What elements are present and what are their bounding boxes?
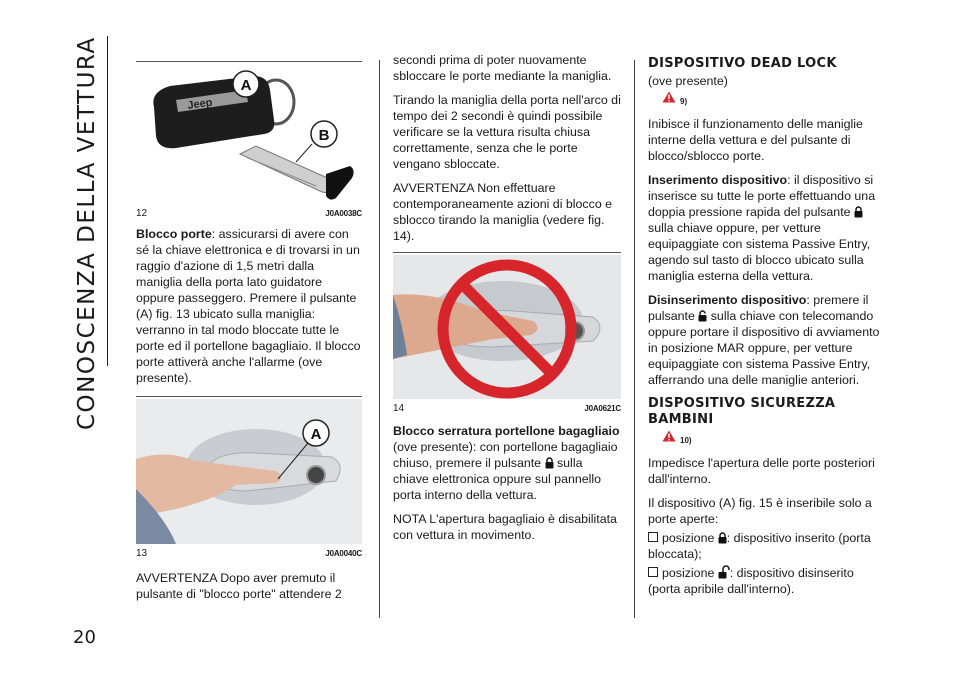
insert-device-text-a: : il dispositivo si inserisce su tutte le porte effettuando una doppia pressione rapida del pulsante: [648, 173, 876, 219]
lock-icon: [854, 206, 863, 218]
paragraph-warning-no-simultaneous: AVVERTENZA Non effettuare contemporaneamente azioni di blocco e sblocco tirando la maniglia (vedere fig. 14).: [393, 181, 613, 243]
label-b-marker: B: [318, 127, 330, 144]
insert-device-heading: Inserimento dispositivo: [648, 173, 788, 187]
prohibited-action-illustration: [393, 255, 621, 399]
figure-14-code: J0A0621C: [584, 404, 621, 413]
door-handle-press-illustration: [136, 399, 362, 544]
paragraph-dead-lock-desc: Inibisce il funzionamento delle maniglie interne della vettura e del pulsante di blocco/sblocco porte.: [648, 117, 863, 163]
key-brand-text: Jeep: [186, 96, 214, 112]
figure-12-number: 12: [136, 208, 148, 219]
lock-icon: [545, 457, 554, 469]
dead-lock-subtitle: (ove presente): [648, 74, 728, 88]
paragraph-pull-handle: Tirando la maniglia della porta nell'arco di tempo dei 2 secondi è quindi possibile verificare se la vettura risulta chiusa correttamente, senza che le porte vengano sbloccate.: [393, 93, 621, 171]
warning-number-10: 10): [680, 436, 692, 445]
bullet-square-icon: [648, 532, 658, 542]
figure-14-caption: [393, 403, 621, 415]
figure-13-handle-image: [136, 399, 362, 544]
column-2: [393, 52, 621, 551]
paragraph-insert-device: [648, 172, 880, 284]
paragraph-warning-lock: AVVERTENZA Dopo aver premuto il pulsante di "blocco porte" attendere 2: [136, 571, 342, 601]
label-a-marker: A: [240, 77, 252, 94]
warning-triangle-icon: [662, 430, 676, 442]
unlock-icon: [718, 565, 730, 579]
list-item-unlocked: [648, 565, 880, 597]
heading-child-safety: DISPOSITIVO SICUREZZA BAMBINI: [648, 396, 836, 427]
warning-number-9: 9): [680, 97, 688, 106]
paragraph-door-lock: [136, 226, 362, 386]
list-item-unlocked-text-a: posizione: [662, 566, 718, 580]
warning-triangle-icon: [662, 91, 676, 103]
figure-13-caption: [136, 548, 362, 560]
list-item-locked-text-a: posizione: [662, 531, 718, 545]
side-divider: [107, 36, 108, 366]
page-number: 20: [73, 627, 96, 648]
side-title-text: CONOSCENZA DELLA VETTURA: [74, 36, 100, 430]
figure-14-number: 14: [393, 403, 405, 414]
label-a-marker-13: A: [310, 426, 322, 443]
bullet-square-icon: [648, 567, 658, 577]
column-divider-1: [379, 60, 380, 618]
figure-13-number: 13: [136, 548, 148, 559]
list-item-unlocked-text-b: : dispositivo disinserito (porta apribile dall'interno).: [648, 566, 854, 596]
figure-12-code: J0A0038C: [325, 209, 362, 218]
column-3: [648, 56, 880, 605]
list-item-locked-text-b: : dispositivo inserito (porta bloccata);: [648, 531, 871, 561]
figure-13-code: J0A0040C: [325, 549, 362, 558]
insert-device-text-b: sulla chiave oppure, per vetture equipaggiate con sistema Passive Entry, agendo sul tasto di blocco ubicato sulla maniglia esterna della vettura.: [648, 221, 871, 283]
figure-13-rule: [136, 396, 362, 397]
heading-dead-lock: DISPOSITIVO DEAD LOCK: [648, 56, 837, 71]
figure-12-caption: [136, 208, 362, 220]
lock-icon: [718, 532, 727, 544]
disable-device-text-b: sulla chiave con telecomando oppure portare il dispositivo di avviamento in posizione MAR oppure, per vetture equipaggiate con sistema Passive Entry, afferrando una delle maniglie anteriori.: [648, 309, 880, 387]
warning-reference-9: [662, 91, 880, 110]
figure-14-rule: [393, 252, 621, 253]
list-item-locked: [648, 530, 880, 562]
paragraph-seconds: secondi prima di poter nuovamente sbloccare le porte mediante la maniglia.: [393, 53, 612, 83]
paragraph-tailgate-lock: [393, 423, 621, 503]
paragraph-disable-device: [648, 292, 880, 388]
electronic-key-illustration: [136, 62, 362, 204]
warning-reference-10: [662, 430, 880, 449]
tailgate-lock-text-b: sulla chiave elettronica oppure sul pannello porta interno della vettura.: [393, 456, 602, 502]
paragraph-note-tailgate: NOTA L'apertura bagagliaio è disabilitata con vettura in movimento.: [393, 512, 617, 542]
disable-device-heading: Disinserimento dispositivo: [648, 293, 807, 307]
paragraph-child-safety-desc: Impedisce l'apertura delle porte posteriori dall'interno.: [648, 456, 875, 486]
paragraph-child-safety-device: Il dispositivo (A) fig. 15 è inseribile solo a porte aperte:: [648, 496, 872, 526]
disable-device-text-a: : premere il pulsante: [648, 293, 869, 323]
tailgate-lock-heading: Blocco serratura portellone bagagliaio: [393, 424, 620, 438]
column-1: [136, 61, 362, 610]
door-lock-text: : assicurarsi di avere con sé la chiave elettronica e di trovarsi in un raggio d'azione di 1,5 metri dalla maniglia della porta lato guidatore oppure passeggero. Premere il pulsante (A) fig. 13 ubicato sulla maniglia: verranno in tal modo bloccate tutte le porte ed il portellone bagagliaio. Il blocco porte attiverà anche l'allarme (ove presente).: [136, 227, 361, 385]
unlock-icon: [698, 310, 707, 322]
figure-12-key-image: [136, 62, 362, 204]
door-lock-heading: Blocco porte: [136, 227, 212, 241]
column-divider-2: [634, 60, 635, 618]
tailgate-lock-text-a: (ove presente): con portellone bagagliaio chiuso, premere il pulsante: [393, 440, 618, 470]
figure-14-prohibited-image: [393, 255, 621, 399]
